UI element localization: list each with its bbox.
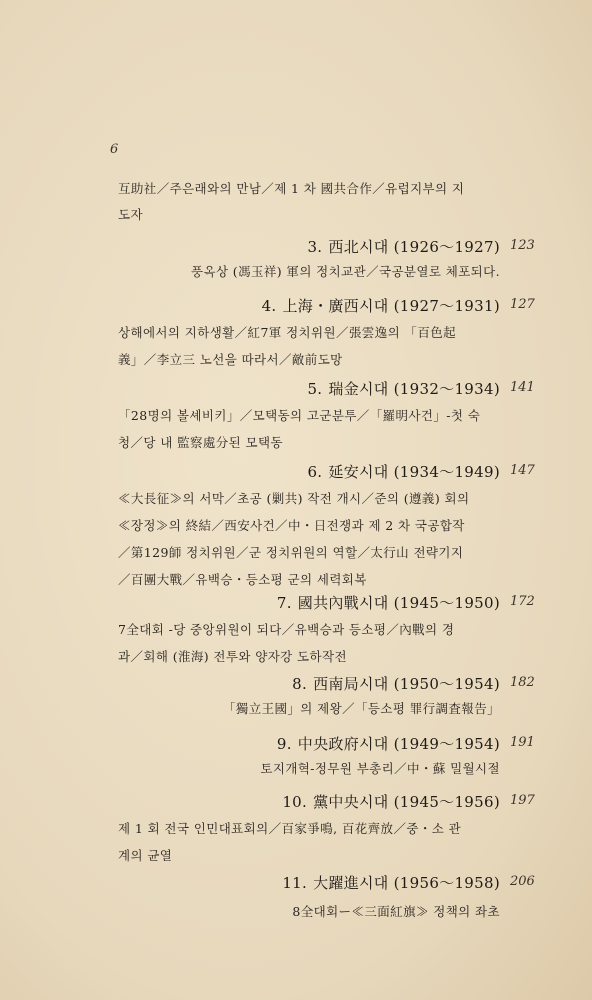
description-line: ≪장정≫의 終結／西安사건／中・日전쟁과 제 2 차 국공합작: [118, 518, 465, 533]
description-line: 계의 균열: [118, 848, 173, 863]
chapter-number: 3.: [307, 238, 323, 256]
chapter-description: [118, 319, 500, 373]
chapter-title: 瑞金시대 (1932～1934): [328, 380, 500, 398]
chapter-description: [118, 616, 500, 670]
chapter-description: [118, 402, 500, 456]
chapter-page-ref: 191: [510, 735, 535, 750]
description-line: ≪大長征≫의 서막／초공 (剿共) 작전 개시／준의 (遵義) 회의: [118, 491, 470, 506]
chapter-page-ref: 197: [510, 793, 535, 808]
description-line: ／第129師 정치위원／군 정치위원의 역할／太行山 전략기지: [118, 545, 464, 560]
chapter-title: 西南局시대 (1950～1954): [313, 675, 500, 693]
chapter-description: [118, 695, 500, 722]
chapter-heading: [118, 295, 500, 316]
intro-text: [118, 176, 500, 228]
page-number: 6: [110, 142, 119, 157]
chapter-heading: [118, 733, 500, 754]
description-line: 「28명의 볼셰비키」／모택동의 고군분투／「羅明사건」-첫 숙: [118, 408, 481, 423]
chapter-page-ref: 147: [510, 463, 535, 478]
description-line: 상해에서의 지하생활／紅7軍 정치위원／張雲逸의 「百色起: [118, 325, 457, 340]
chapter-number: 11.: [282, 874, 308, 892]
chapter-page-ref: 127: [510, 297, 535, 312]
chapter-heading: [118, 673, 500, 694]
chapter-number: 7.: [276, 594, 292, 612]
chapter-title: 大躍進시대 (1956～1958): [313, 874, 500, 892]
chapter-heading: [118, 378, 500, 399]
chapter-number: 6.: [307, 463, 323, 481]
chapter-heading: [118, 592, 500, 613]
chapter-heading: [118, 461, 500, 482]
chapter-page-ref: 172: [510, 594, 535, 609]
chapter-title: 國共內戰시대 (1945～1950): [297, 594, 500, 612]
chapter-title: 上海・廣西시대 (1927～1931): [282, 297, 500, 315]
intro-line: 互助社／주은래와의 만남／제 1 차 國共合作／유럽지부의 지: [118, 181, 465, 196]
chapter-number: 8.: [292, 675, 308, 693]
chapter-description: [118, 258, 500, 285]
description-line: 토지개혁-정무원 부총리／中・蘇 밀월시절: [260, 761, 500, 776]
chapter-title: 黨中央시대 (1945～1956): [313, 793, 500, 811]
description-line: 7全대회 -당 중앙위원이 되다／유백승과 등소평／內戰의 경: [118, 622, 455, 637]
description-line: 義」／李立三 노선을 따라서／敵前도망: [118, 352, 343, 367]
description-line: ／百團大戰／유백승・등소평 군의 세력회복: [118, 572, 367, 587]
description-line: 「獨立王國」의 제왕／「등소평 罪行調査報告」: [222, 701, 500, 716]
chapter-page-ref: 182: [510, 675, 535, 690]
chapter-description: [118, 755, 500, 782]
description-line: 풍옥상 (馮玉祥) 軍의 정치교관／국공분열로 체포되다.: [191, 264, 500, 279]
chapter-number: 9.: [276, 735, 292, 753]
description-line: 제 1 회 전국 인민대표회의／百家爭鳴, 百花齊放／중・소 관: [118, 821, 462, 836]
description-line: 청／당 내 監察處分된 모택동: [118, 435, 283, 450]
description-line: 8全대회ー≪三面紅旗≫ 정책의 좌초: [292, 904, 500, 919]
intro-line: 도자: [118, 207, 143, 222]
chapter-heading: [118, 791, 500, 812]
chapter-heading: [118, 236, 500, 257]
chapter-title: 西北시대 (1926～1927): [328, 238, 500, 256]
chapter-description: [118, 815, 500, 869]
chapter-page-ref: 206: [510, 874, 535, 889]
chapter-heading: [118, 872, 500, 893]
chapter-page-ref: 141: [510, 380, 535, 395]
chapter-description: [118, 485, 500, 593]
chapter-number: 4.: [261, 297, 277, 315]
description-line: 과／회해 (淮海) 전투와 양자강 도하작전: [118, 649, 347, 664]
chapter-number: 5.: [307, 380, 323, 398]
chapter-description: [118, 898, 500, 925]
chapter-page-ref: 123: [510, 238, 535, 253]
chapter-number: 10.: [282, 793, 308, 811]
chapter-title: 延安시대 (1934～1949): [328, 463, 500, 481]
chapter-title: 中央政府시대 (1949～1954): [297, 735, 500, 753]
